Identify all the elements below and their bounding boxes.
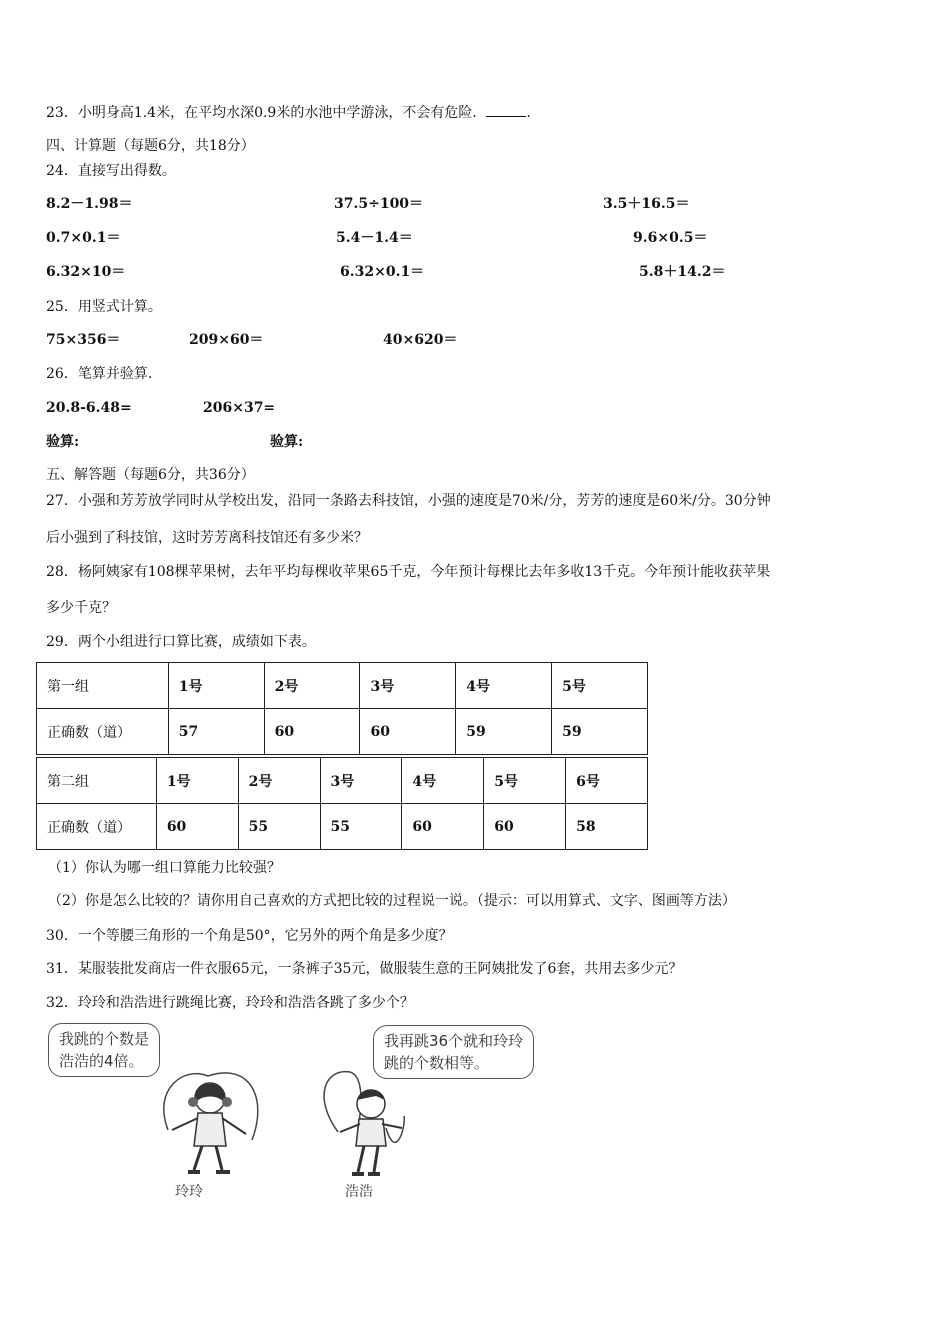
vertical-calc-item: 40×620＝ xyxy=(383,332,458,348)
question-32-stem: 32．玲玲和浩浩进行跳绳比赛，玲玲和浩浩各跳了多少个？ xyxy=(46,995,414,1011)
calc-item: 0.7×0.1＝ xyxy=(46,230,121,246)
question-23-text: 23．小明身高1.4米，在平均水深0.9米的水池中学游泳，不会有危险． xyxy=(46,105,487,121)
table-cell: 59 xyxy=(552,709,648,755)
table-cell: 57 xyxy=(168,709,264,755)
table-header-cell: 1号 xyxy=(168,663,264,709)
table-cell: 55 xyxy=(238,804,320,850)
calc-item: 5.8＋14.2＝ xyxy=(639,264,726,280)
calc-item: 3.5＋16.5＝ xyxy=(603,196,690,212)
vertical-calc-item: 209×60＝ xyxy=(189,332,264,348)
row-label: 正确数（道） xyxy=(37,709,169,755)
question-28-line2: 多少千克？ xyxy=(46,600,116,616)
name-caption-lingling: 玲玲 xyxy=(175,1184,203,1200)
name-caption-haohao: 浩浩 xyxy=(345,1184,373,1200)
check-label: 验算: xyxy=(46,434,80,450)
score-table-group2 xyxy=(36,757,648,850)
table-cell: 60 xyxy=(264,709,360,755)
table-cell: 59 xyxy=(456,709,552,755)
written-calc-item: 20.8-6.48= xyxy=(46,400,132,416)
speech-bubble-lingling: 我跳的个数是 浩浩的4倍。 xyxy=(48,1023,160,1077)
table-cell: 55 xyxy=(320,804,402,850)
table-row xyxy=(37,804,648,850)
table-header-cell: 2号 xyxy=(264,663,360,709)
table-cell: 60 xyxy=(156,804,238,850)
vertical-calc-item: 75×356＝ xyxy=(46,332,121,348)
calc-item: 37.5÷100＝ xyxy=(334,196,424,212)
question-26-stem: 26．笔算并验算. xyxy=(46,366,153,382)
group-label: 第二组 xyxy=(37,758,157,804)
section-5-title: 五、解答题（每题6分，共36分） xyxy=(46,467,255,483)
table-header-cell: 3号 xyxy=(320,758,402,804)
table-cell: 60 xyxy=(484,804,566,850)
row-label: 正确数（道） xyxy=(37,804,157,850)
calc-item: 8.2－1.98＝ xyxy=(46,196,133,212)
question-31: 31．某服装批发商店一件衣服65元，一条裤子35元，做服装生意的王阿姨批发了6套，共用去多少元？ xyxy=(46,961,683,977)
question-23: 23．小明身高1.4米，在平均水深0.9米的水池中学游泳，不会有危险． . xyxy=(46,105,531,121)
question-29-sub1: （1）你认为哪一组口算能力比较强？ xyxy=(48,860,281,876)
table-header-cell: 6号 xyxy=(566,758,648,804)
boy-jumping-rope-illustration xyxy=(316,1066,421,1182)
table-cell: 60 xyxy=(402,804,484,850)
question-27-line2: 后小强到了科技馆，这时芳芳离科技馆还有多少米？ xyxy=(46,530,368,546)
question-24-stem: 24．直接写出得数。 xyxy=(46,163,176,179)
calc-item: 6.32×10＝ xyxy=(46,264,126,280)
table-header-cell: 4号 xyxy=(402,758,484,804)
question-29-stem: 29．两个小组进行口算比赛，成绩如下表。 xyxy=(46,634,316,650)
section-4-title: 四、计算题（每题6分，共18分） xyxy=(46,138,255,154)
table-row xyxy=(37,758,648,804)
question-27-line1: 27．小强和芳芳放学同时从学校出发，沿同一条路去科技馆，小强的速度是70米/分，芳芳的速度是60米/分。30分钟 xyxy=(46,493,771,509)
score-table-group1 xyxy=(36,662,648,755)
table-header-cell: 5号 xyxy=(484,758,566,804)
table-cell: 58 xyxy=(566,804,648,850)
table-header-cell: 3号 xyxy=(360,663,456,709)
speech-bubble-haohao: 我再跳36个就和玲玲 跳的个数相等。 xyxy=(373,1025,534,1079)
girl-jumping-rope-illustration xyxy=(150,1068,265,1180)
answer-blank[interactable] xyxy=(486,104,526,117)
table-header-cell: 2号 xyxy=(238,758,320,804)
calc-item: 9.6×0.5＝ xyxy=(633,230,708,246)
question-30: 30．一个等腰三角形的一个角是50°，它另外的两个角是多少度？ xyxy=(46,928,453,944)
table-header-cell: 4号 xyxy=(456,663,552,709)
question-29-sub2: （2）你是怎么比较的？请你用自己喜欢的方式把比较的过程说一说。（提示：可以用算式、文字、图画等方法） xyxy=(48,893,736,909)
calc-item: 6.32×0.1＝ xyxy=(340,264,425,280)
calc-item: 5.4－1.4＝ xyxy=(336,230,413,246)
question-28-line1: 28．杨阿姨家有108棵苹果树，去年平均每棵收苹果65千克，今年预计每棵比去年多收13千克。今年预计能收获苹果 xyxy=(46,564,771,580)
table-cell: 60 xyxy=(360,709,456,755)
check-label: 验算: xyxy=(270,434,304,450)
table-row xyxy=(37,709,648,755)
written-calc-item: 206×37= xyxy=(203,400,276,416)
question-25-stem: 25．用竖式计算。 xyxy=(46,299,162,315)
table-row xyxy=(37,663,648,709)
group-label: 第一组 xyxy=(37,663,169,709)
table-header-cell: 1号 xyxy=(156,758,238,804)
table-header-cell: 5号 xyxy=(552,663,648,709)
